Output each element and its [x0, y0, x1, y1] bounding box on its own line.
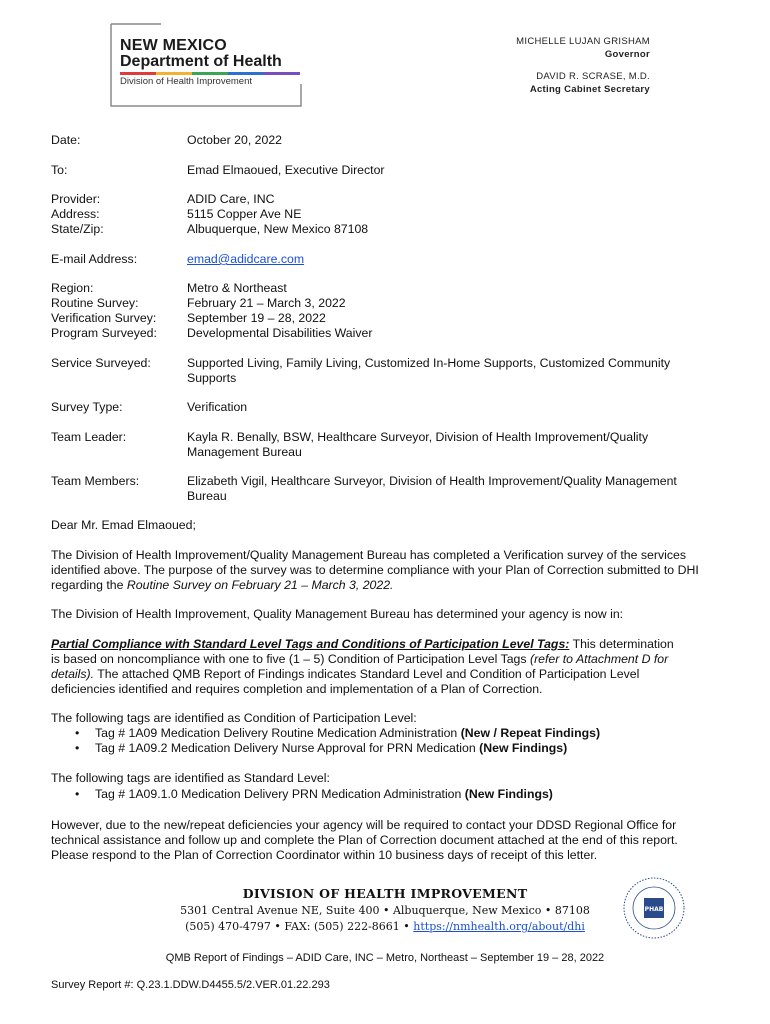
footer-division: DIVISION OF HEALTH IMPROVEMENT [242, 886, 528, 901]
paragraph-4-line2: technical assistance and follow up and complete the Plan of Correction document attached at the end of this report. [51, 833, 678, 847]
cop-tag-item: • Tag # 1A09 Medication Delivery Routine Medication Administration (New / Repeat Findings) [75, 726, 601, 740]
paragraph-1-line1: The Division of Health Improvement/Quality Management Bureau has completed a Verification survey of the services [51, 548, 686, 562]
paragraph-4-line1: However, due to the new/repeat deficiencies your agency will be required to contact your DDSD Regional Office for [51, 818, 677, 832]
address-value: 5115 Copper Ave NE [187, 207, 302, 221]
survey-report-number: Survey Report #: Q.23.1.DDW.D4455.5/2.VER.01.22.293 [51, 979, 330, 991]
provider-label: Provider: [51, 192, 101, 206]
verification-survey-label: Verification Survey: [51, 311, 157, 325]
verification-survey-value: September 19 – 28, 2022 [187, 311, 326, 325]
secretary-title: Acting Cabinet Secretary [529, 84, 650, 95]
org-name-line1: NEW MEXICO [120, 37, 227, 54]
compliance-determination-line2: is based on noncompliance with one to five (1 – 5) Condition of Participation Level Tags (refer to Attachment D for [51, 652, 669, 666]
statezip-label: State/Zip: [51, 222, 104, 236]
paragraph-1-line2: identified above. The purpose of the survey was to determine compliance with your Plan of Correction submitted to DHI [51, 563, 699, 577]
region-value: Metro & Northeast [187, 281, 287, 295]
team-members-label: Team Members: [51, 474, 140, 488]
standard-tags-intro: The following tags are identified as Standard Level: [51, 771, 330, 785]
team-leader-value-line1: Kayla R. Benally, BSW, Healthcare Surveyor, Division of Health Improvement/Quality [187, 430, 649, 444]
compliance-determination-line4: deficiencies identified and requires completion and implementation of a Plan of Correction. [51, 682, 543, 696]
phab-accreditation-seal-icon [622, 876, 686, 940]
provider-value: ADID Care, INC [187, 192, 275, 206]
date-label: Date: [51, 133, 81, 147]
cop-tags-intro: The following tags are identified as Condition of Participation Level: [51, 711, 417, 725]
report-footer-line: QMB Report of Findings – ADID Care, INC – Metro, Northeast – September 19 – 28, 2022 [165, 952, 605, 964]
email-label: E-mail Address: [51, 252, 138, 266]
to-value: Emad Elmaoued, Executive Director [187, 163, 385, 177]
footer-contact: (505) 470-4797 • FAX: (505) 222-8661 • https://nmhealth.org/about/dhi [185, 920, 585, 933]
secretary-name: DAVID R. SCRASE, M.D. [536, 71, 650, 82]
governor-title: Governor [604, 49, 650, 60]
survey-type-value: Verification [187, 400, 248, 414]
letterhead-color-stripe [120, 72, 300, 75]
footer-address: 5301 Central Avenue NE, Suite 400 • Albuquerque, New Mexico • 87108 [180, 904, 590, 917]
team-leader-value-line2: Management Bureau [187, 445, 302, 459]
email-link[interactable]: emad@adidcare.com [187, 252, 305, 266]
paragraph-4-line3: Please respond to the Plan of Correction Coordinator within 10 business days of receipt of this letter. [51, 848, 598, 862]
address-label: Address: [51, 207, 100, 221]
service-surveyed-value-line2: Supports [187, 371, 237, 385]
org-division: Division of Health Improvement [120, 76, 252, 87]
team-members-value-line1: Elizabeth Vigil, Healthcare Surveyor, Division of Health Improvement/Quality Management [187, 474, 677, 488]
statezip-value: Albuquerque, New Mexico 87108 [187, 222, 369, 236]
compliance-determination-line1: Partial Compliance with Standard Level Tags and Conditions of Participation Level Tags: This determination [51, 637, 674, 651]
service-surveyed-label: Service Surveyed: [51, 356, 151, 370]
routine-survey-label: Routine Survey: [51, 296, 139, 310]
footer-url-link[interactable]: https://nmhealth.org/about/dhi [413, 920, 585, 933]
org-name-line2: Department of Health [120, 53, 282, 70]
governor-name: MICHELLE LUJAN GRISHAM [516, 36, 650, 47]
service-surveyed-value-line1: Supported Living, Family Living, Customized In-Home Supports, Customized Community [187, 356, 671, 370]
program-surveyed-value: Developmental Disabilities Waiver [187, 326, 373, 340]
compliance-heading: Partial Compliance with Standard Level Tags and Conditions of Participation Level Tags: [51, 637, 570, 651]
paragraph-2: The Division of Health Improvement, Quality Management Bureau has determined your agency is now in: [51, 607, 624, 621]
team-leader-label: Team Leader: [51, 430, 127, 444]
to-label: To: [51, 163, 68, 177]
team-members-value-line2: Bureau [187, 489, 227, 503]
region-label: Region: [51, 281, 94, 295]
survey-type-label: Survey Type: [51, 400, 123, 414]
compliance-determination-line3: details). The attached QMB Report of Findings indicates Standard Level and Condition of Participation Level [51, 667, 640, 681]
salutation: Dear Mr. Emad Elmaoued; [51, 518, 196, 532]
date-value: October 20, 2022 [187, 133, 283, 147]
program-surveyed-label: Program Surveyed: [51, 326, 157, 340]
seal-text: PHAB [644, 906, 664, 913]
cop-tag-item: • Tag # 1A09.2 Medication Delivery Nurse Approval for PRN Medication (New Findings) [75, 741, 568, 755]
paragraph-1-line3: regarding the Routine Survey on February 21 – March 3, 2022. [51, 578, 394, 592]
standard-tag-item: • Tag # 1A09.1.0 Medication Delivery PRN Medication Administration (New Findings) [75, 787, 553, 801]
routine-survey-value: February 21 – March 3, 2022 [187, 296, 346, 310]
